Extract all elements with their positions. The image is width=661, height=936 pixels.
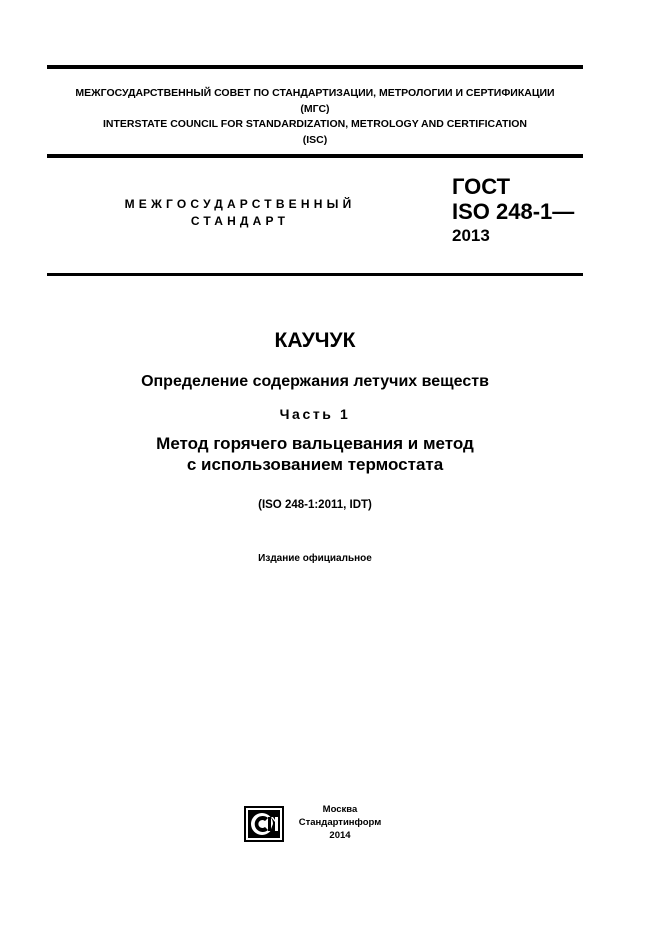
standartinform-logo-icon <box>244 806 284 842</box>
part-title-line1: Метод горячего вальцевания и метод <box>156 434 474 453</box>
standard-type-line1: МЕЖГОСУДАРСТВЕННЫЙ <box>124 197 356 211</box>
council-abbr-en: (ISC) <box>302 133 328 146</box>
part-title-line2: с использованием термостата <box>186 455 444 474</box>
designation-year: 2013 <box>452 226 490 245</box>
imprint-city: Москва <box>322 804 358 815</box>
council-name-ru: МЕЖГОСУДАРСТВЕННЫЙ СОВЕТ ПО СТАНДАРТИЗАЦИИ, МЕТРОЛОГИИ И СЕРТИФИКАЦИИ <box>75 87 555 99</box>
iso-reference: (ISO 248-1:2011, IDT) <box>258 499 372 511</box>
lower-rule <box>47 273 583 276</box>
council-header <box>47 86 583 148</box>
standard-type-line2: СТАНДАРТ <box>190 214 290 228</box>
part-title <box>47 433 583 475</box>
part-label: Часть 1 <box>279 406 351 422</box>
designation-number: ISO 248-1— <box>452 199 575 224</box>
top-rule <box>47 65 583 69</box>
imprint <box>290 803 390 842</box>
council-abbr-ru: (МГС) <box>300 102 330 115</box>
document-title: КАУЧУК <box>274 329 356 352</box>
document-subtitle: Определение содержания летучих веществ <box>141 373 489 390</box>
edition-note: Издание официальное <box>258 553 372 564</box>
imprint-year: 2014 <box>329 830 351 841</box>
standard-type <box>100 196 380 230</box>
imprint-publisher: Стандартинформ <box>298 817 382 828</box>
standard-designation <box>452 174 574 247</box>
council-name-en: INTERSTATE COUNCIL FOR STANDARDIZATION, METROLOGY AND CERTIFICATION <box>102 118 528 130</box>
designation-gost: ГОСТ <box>452 174 511 199</box>
middle-rule <box>47 154 583 158</box>
